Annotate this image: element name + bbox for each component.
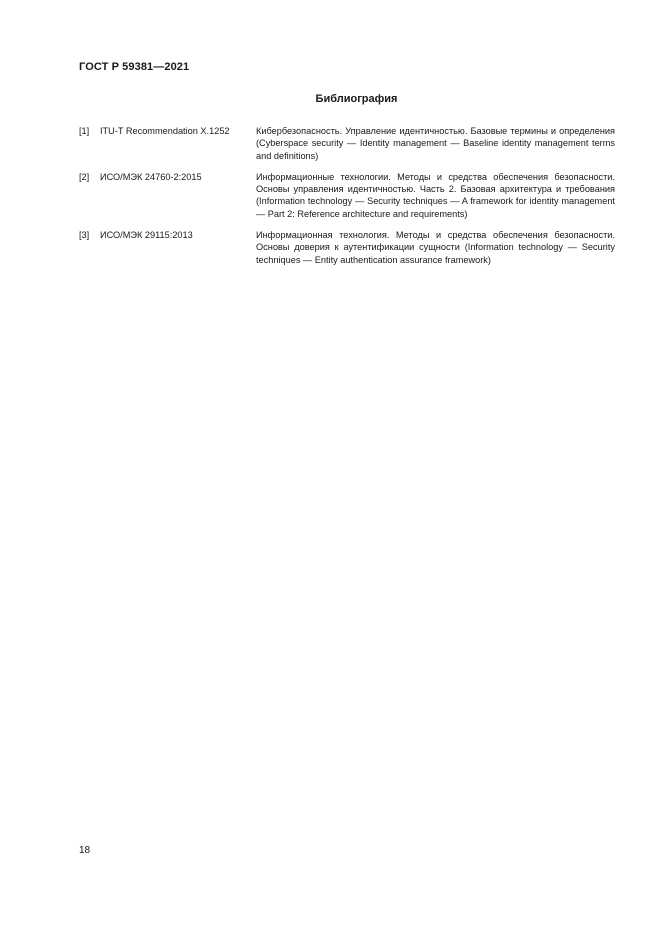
entry-description: Информационные технологии. Методы и средства обеспечения безопасности. Основы управления идентичностью. Часть 2. Базовая архитектура и требования (Information technology — Security techniques — A framework for identity management — Part 2: Reference architecture and requirements) — [256, 171, 615, 219]
bibliography-entry — [79, 229, 615, 266]
entry-reference: ИСО/МЭК 24760-2:2015 — [100, 171, 202, 182]
bibliography-list — [79, 125, 615, 275]
section-title: Библиография — [315, 93, 398, 105]
page-number: 18 — [79, 845, 91, 856]
entry-reference: ИСО/МЭК 29115:2013 — [100, 230, 193, 241]
bibliography-entry — [79, 125, 615, 162]
entry-number: [2] — [79, 171, 90, 182]
entry-number: [3] — [79, 230, 90, 241]
document-header: ГОСТ Р 59381—2021 — [79, 61, 190, 73]
bibliography-entry — [79, 171, 615, 220]
entry-reference: ITU-T Recommendation X.1252 — [100, 126, 230, 136]
entry-description: Кибербезопасность. Управление идентичностью. Базовые термины и определения (Cyberspace security — Identity management — Baseline identity management terms and definitions) — [256, 126, 615, 161]
entry-description: Информационная технология. Методы и средства обеспечения безопасности. Основы доверия к аутентификации сущности (Information technology — Security techniques — Entity authentication assurance framework) — [256, 230, 615, 265]
entry-number: [1] — [79, 126, 90, 136]
